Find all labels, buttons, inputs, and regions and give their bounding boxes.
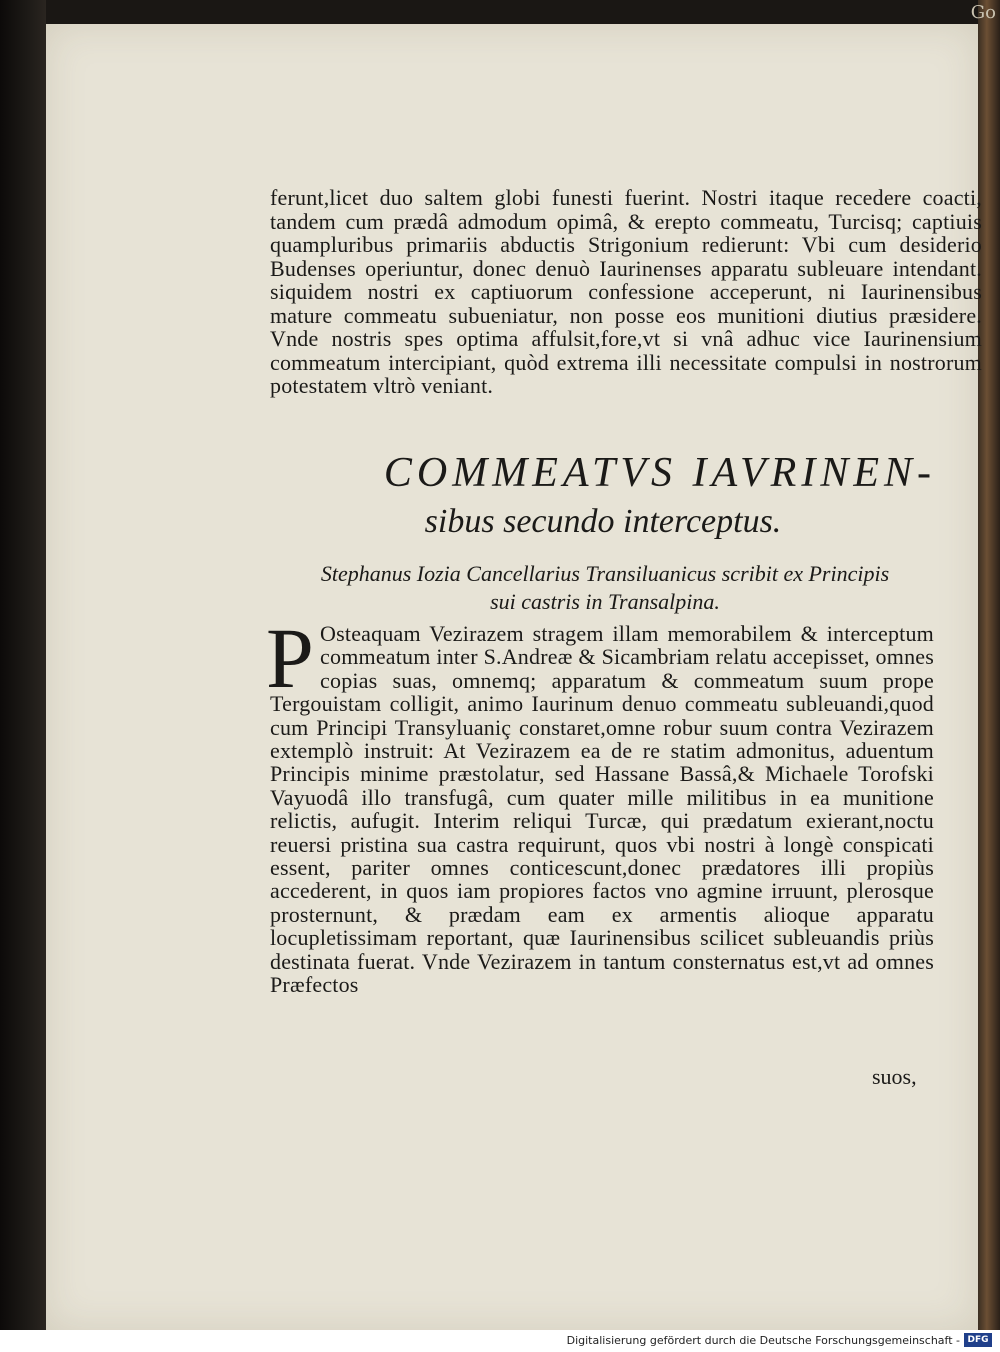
catchword: suos, <box>872 1064 917 1089</box>
corner-mark: Go <box>970 2 996 23</box>
footer-credit: Digitalisierung gefördert durch die Deutsche Forschungsgemeinschaft - <box>566 1334 960 1347</box>
heading-line-1: COMMEATVS IAVRINEN- <box>383 450 936 496</box>
book-page <box>46 24 982 1330</box>
paragraph-2-text: Osteaquam Vezirazem stragem illam memorabilem & interceptum commeatum inter S.Andreæ & Sicambriam relatu accepisset, omnes copias suas, omnemq; apparatum & commeatum suum prope Tergouistam colligit, animo Iaurinum denuo commeatu subleuandi,quod cum Principi Transyluaniç constaret,omne robur suum contra Vezirazem extemplò instruit: At Vezirazem ea de re statim admonitus, aduentum Principis minime præstolatur, sed Hassane Bassâ,& Michaele Torofski Vayuodâ illo transfugâ, cum quater mille militibus in ea munitione relictis, aufugit. Interim reliqui Turcæ, qui prædatum exierant,noctu reuersi pristina sua castra requirunt, quos vbi nostri à longè conspicati essent, pariter omnes conticescunt,donec prædatores illi propiùs accederent, in quos iam propiores factos vno agmine irruunt, plerosque prosternunt, & prædam eam ex armentis alioque apparatu locupletissimam reportant, quæ Iaurinensibus scilicet subleuandis priùs destinata fuerat. Vnde Vezirazem in tantum consternatus est,vt ad omnes Præfectos <box>270 621 934 998</box>
dfg-logo: DFG <box>964 1333 992 1347</box>
subheading <box>272 560 938 616</box>
paragraph-1: ferunt,licet duo saltem globi funesti fuerint. Nostri itaque recedere coacti, tandem cum prædâ admodum opimâ, & erepto commeatu, Turcisq; captiuis quampluribus primariis abductis Strigonium redierunt: Vbi cum desiderio Budenses operiuntur, donec denuò Iaurinenses apparatu subleuare intendant. siquidem nostri ex captiuorum confessione acceperunt, ni Iaurinensibus mature commeatu subueniatur, non posse eos munitioni diutius præsidere. Vnde nostris spes optima affulsit,fore,vt si vnâ adhuc vice Iaurinensium commeatum intercipiant, quòd extrema illi necessitate compulsi in nostrorum potestatem vltrò veniant. <box>270 185 982 398</box>
section-heading <box>270 448 936 544</box>
subheading-line-2: sui castris in Transalpina. <box>490 589 720 614</box>
book-spine <box>0 0 46 1330</box>
paragraph-2 <box>266 610 934 998</box>
drop-cap: P <box>266 610 315 706</box>
subheading-line-1: Stephanus Iozia Cancellarius Transiluanicus scribit ex Principis <box>320 561 890 586</box>
heading-line-2: sibus secundo interceptus. <box>424 503 782 540</box>
